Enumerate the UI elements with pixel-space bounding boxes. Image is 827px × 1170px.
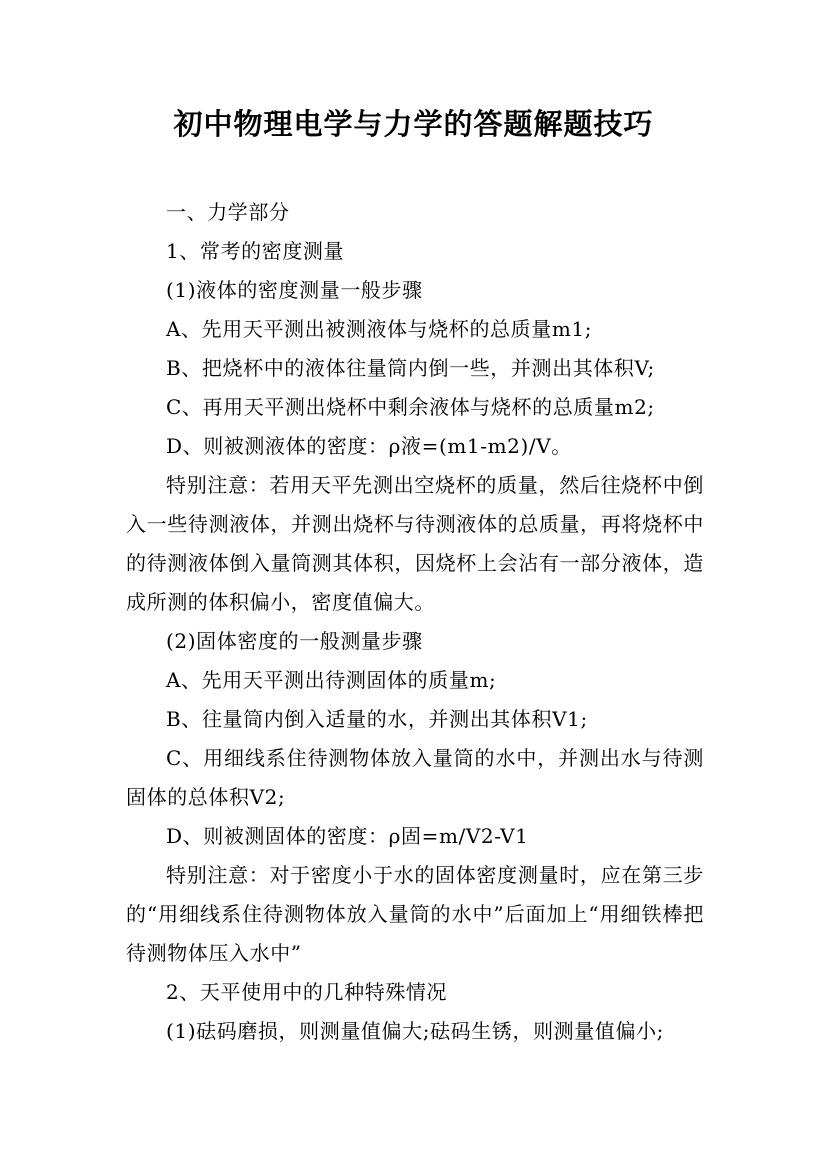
document-title: 初中物理电学与力学的答题解题技巧 — [173, 107, 654, 141]
step-item: B、往量筒内倒入适量的水，并测出其体积V1; — [166, 707, 588, 731]
step-item: C、用细线系住待测物体放入量筒的水中，并测出水与待测固体的总体积V2; — [126, 746, 704, 809]
step-item: A、先用天平测出被测液体与烧杯的总质量m1; — [166, 317, 593, 341]
step-group-heading: (2)固体密度的一般测量步骤 — [166, 629, 423, 653]
list-item: (1)砝码磨损，则测量值偏大;砝码生锈，则测量值偏小; — [166, 1019, 665, 1043]
subsection-heading: 2、天平使用中的几种特殊情况 — [166, 980, 448, 1004]
step-item: B、把烧杯中的液体往量筒内倒一些，并测出其体积V; — [166, 356, 655, 380]
note-paragraph: 特别注意：若用天平先测出空烧杯的质量，然后往烧杯中倒入一些待测液体，并测出烧杯与待测液体的总质量，再将烧杯中的待测液体倒入量筒测其体积，因烧杯上会沾有一部分液体，造成所测的体积偏小，密度值偏大。 — [126, 473, 704, 614]
step-item: C、再用天平测出烧杯中剩余液体与烧杯的总质量m2; — [166, 395, 655, 419]
step-item: D、则被测液体的密度：ρ液=(m1-m2)/V。 — [166, 434, 572, 458]
step-group-heading: (1)液体的密度测量一般步骤 — [166, 278, 423, 302]
step-item: A、先用天平测出待测固体的质量m; — [166, 668, 497, 692]
document-body — [126, 193, 704, 1051]
note-paragraph: 特别注意：对于密度小于水的固体密度测量时，应在第三步的“用细线系住待测物体放入量筒的水中”后面加上“用细铁棒把待测物体压入水中” — [126, 863, 704, 965]
subsection-heading: 1、常考的密度测量 — [166, 239, 345, 263]
section-heading: 一、力学部分 — [166, 200, 290, 224]
step-item: D、则被测固体的密度：ρ固=m/V2-V1 — [166, 824, 529, 848]
